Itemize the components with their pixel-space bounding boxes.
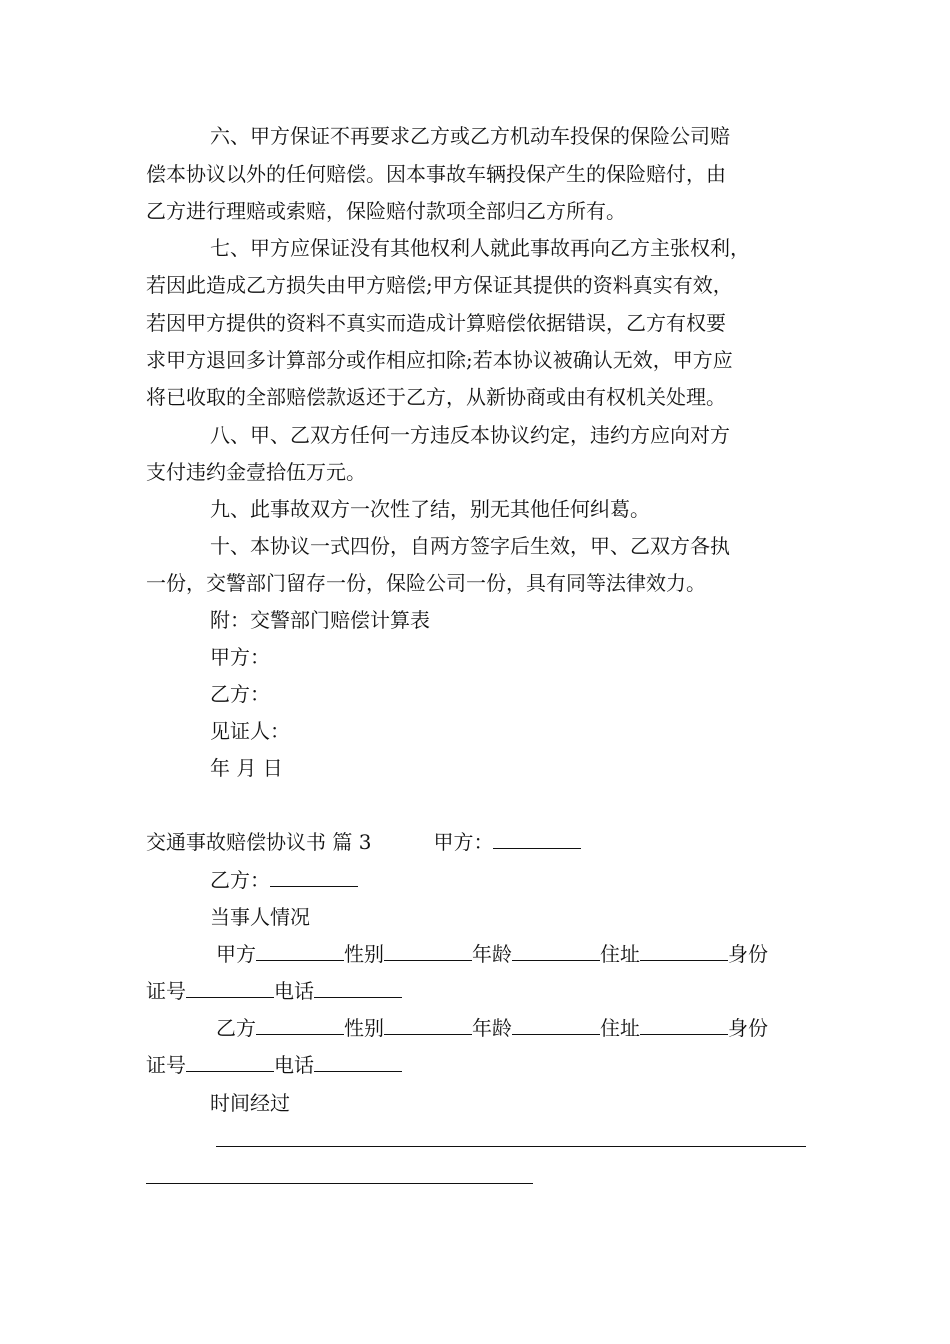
party-b-gender-blank xyxy=(384,1016,472,1035)
party-b-info-line-2 xyxy=(146,1053,402,1077)
clause-6-line-1: 六、甲方保证不再要求乙方或乙方机动车投保的保险公司赔 xyxy=(210,124,730,148)
party-a-info-line-2 xyxy=(146,979,402,1003)
clause-7-line-1: 七、甲方应保证没有其他权利人就此事故再向乙方主张权利， xyxy=(210,236,750,260)
party-a-name-label: 甲方 xyxy=(216,942,256,966)
signature-party-b: 乙方： xyxy=(210,682,270,706)
party-b-id-blank xyxy=(186,1053,274,1072)
clause-7-line-2: 若因此造成乙方损失由甲方赔偿;甲方保证其提供的资料真实有效， xyxy=(146,273,733,297)
party-a-phone-blank xyxy=(314,979,402,998)
section-3-title-line xyxy=(146,830,581,854)
signature-date: 年 月 日 xyxy=(210,756,283,780)
party-b-info-blank xyxy=(256,1016,344,1035)
party-b-phone-blank xyxy=(314,1053,402,1072)
section-3-title: 交通事故赔偿协议书 篇 3 xyxy=(146,830,372,854)
clause-9-line-1: 九、此事故双方一次性了结，别无其他任何纠葛。 xyxy=(210,497,650,521)
party-b-phone-label: 电话 xyxy=(274,1053,314,1077)
clause-10-line-1: 十、本协议一式四份，自两方签字后生效，甲、乙双方各执 xyxy=(210,534,730,558)
party-a-phone-label: 电话 xyxy=(274,979,314,1003)
party-a-age-label: 年龄 xyxy=(472,942,512,966)
clause-10-line-2: 一份，交警部门留存一份，保险公司一份，具有同等法律效力。 xyxy=(146,571,706,595)
party-a-info-line-1 xyxy=(216,942,768,966)
party-b-id-label-part1: 身份 xyxy=(728,1016,768,1040)
clause-8-line-1: 八、甲、乙双方任何一方违反本协议约定，违约方应向对方 xyxy=(210,423,730,447)
party-b-address-label: 住址 xyxy=(600,1016,640,1040)
parties-heading: 当事人情况 xyxy=(210,905,310,929)
clause-8-line-2: 支付违约金壹拾伍万元。 xyxy=(146,460,366,484)
clause-6-line-2: 偿本协议以外的任何赔偿。因本事故车辆投保产生的保险赔付，由 xyxy=(146,162,726,186)
party-b-name-blank xyxy=(270,868,358,887)
signature-party-a: 甲方： xyxy=(210,645,270,669)
party-b-name-label: 乙方 xyxy=(216,1016,256,1040)
time-process-blank-line-2 xyxy=(146,1183,533,1184)
clause-7-line-4: 求甲方退回多计算部分或作相应扣除;若本协议被确认无效，甲方应 xyxy=(146,348,733,372)
party-a-gender-blank xyxy=(384,942,472,961)
attachment-note: 附：交警部门赔偿计算表 xyxy=(210,608,430,632)
party-b-age-blank xyxy=(512,1016,600,1035)
party-a-address-label: 住址 xyxy=(600,942,640,966)
party-a-address-blank xyxy=(640,942,728,961)
party-b-id-label-part2: 证号 xyxy=(146,1053,186,1077)
party-b-age-label: 年龄 xyxy=(472,1016,512,1040)
party-a-age-blank xyxy=(512,942,600,961)
clause-6-line-3: 乙方进行理赔或索赔，保险赔付款项全部归乙方所有。 xyxy=(146,199,626,223)
section-3-party-b-line xyxy=(210,868,358,892)
party-a-name-blank xyxy=(493,830,581,849)
time-process-blank-line-1 xyxy=(216,1146,806,1147)
signature-witness: 见证人： xyxy=(210,719,290,743)
party-a-id-label-part2: 证号 xyxy=(146,979,186,1003)
party-a-id-label-part1: 身份 xyxy=(728,942,768,966)
time-process-heading: 时间经过 xyxy=(210,1091,290,1115)
party-b-gender-label: 性别 xyxy=(344,1016,384,1040)
party-a-gender-label: 性别 xyxy=(344,942,384,966)
party-b-info-line-1 xyxy=(216,1016,768,1040)
party-b-address-blank xyxy=(640,1016,728,1035)
section-3-party-a-label: 甲方： xyxy=(433,830,494,854)
clause-7-line-5: 将已收取的全部赔偿款返还于乙方，从新协商或由有权机关处理。 xyxy=(146,385,726,409)
section-3-party-b-label: 乙方： xyxy=(210,868,270,892)
clause-7-line-3: 若因甲方提供的资料不真实而造成计算赔偿依据错误，乙方有权要 xyxy=(146,311,726,335)
party-a-id-blank xyxy=(186,979,274,998)
party-a-info-blank xyxy=(256,942,344,961)
